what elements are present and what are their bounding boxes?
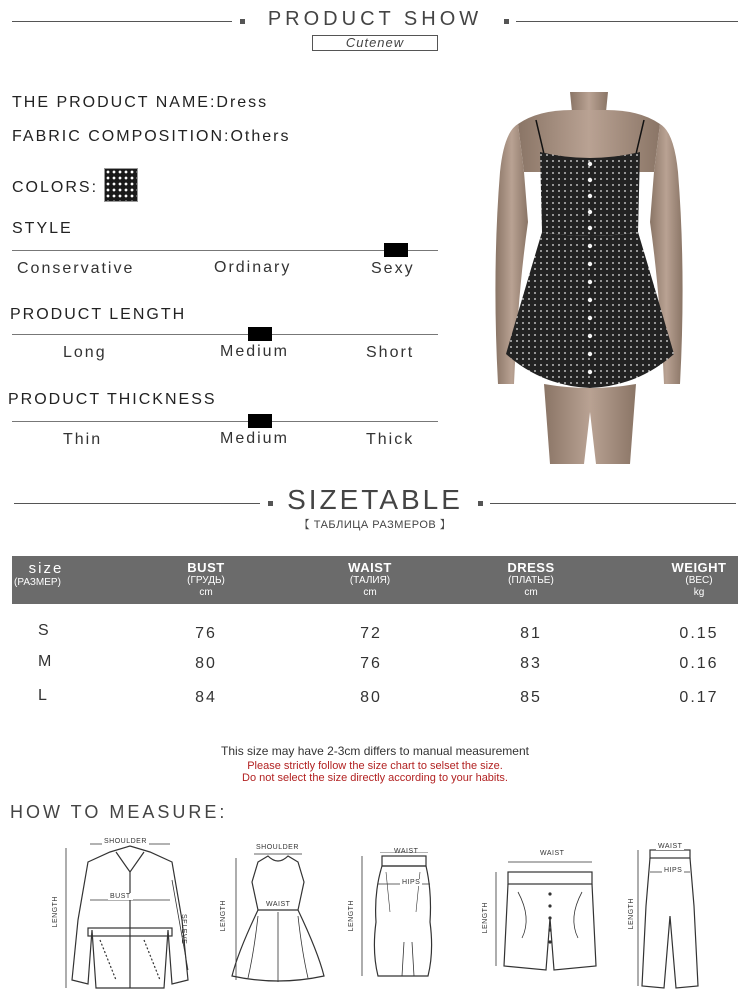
thickness-option-thin: Thin <box>63 431 103 448</box>
table-row-m-waist: 76 <box>360 655 382 672</box>
dress-shoulder-label: SHOULDER <box>256 844 299 851</box>
pants-hips-label: HIPS <box>664 867 683 874</box>
pants-waist-label: WAIST <box>658 843 683 850</box>
header-bust: BUST (ГРУДЬ) cm <box>187 560 225 598</box>
how-to-measure-title: HOW TO MEASURE: <box>10 802 228 822</box>
header-dot-right <box>504 19 509 24</box>
product-photo <box>478 92 700 464</box>
shorts-length-label: LENGTH <box>482 902 489 934</box>
header-divider-right <box>516 21 738 22</box>
dress-skirt <box>506 232 674 388</box>
style-option-sexy: Sexy <box>371 260 415 277</box>
size-warning-1: Please strictly follow the size chart to selset the size. <box>247 760 503 772</box>
table-row-m-bust: 80 <box>195 655 217 672</box>
table-row-l-dress: 85 <box>520 689 542 706</box>
jacket-bust-label: BUST <box>110 893 131 900</box>
table-row-s-size: S <box>38 622 51 639</box>
dress-length-label: LENGTH <box>220 900 227 932</box>
skirt-waist-label: WAIST <box>394 848 419 855</box>
jacket-diagram <box>60 840 200 992</box>
table-row-m-size: M <box>38 653 54 670</box>
skirt-hips-label: HIPS <box>402 879 421 886</box>
product-name: THE PRODUCT NAME:Dress <box>12 94 269 111</box>
style-scale-line <box>12 250 438 251</box>
table-row-m-dress: 83 <box>520 655 542 672</box>
sizetable-divider-right <box>490 503 736 504</box>
length-scale-line <box>12 334 438 335</box>
jacket-shoulder-label: SHOULDER <box>104 838 147 845</box>
table-row-l-waist: 80 <box>360 689 382 706</box>
length-option-long: Long <box>63 344 107 361</box>
table-row-s-weight: 0.15 <box>679 625 719 642</box>
header-waist: WAIST (ТАЛИЯ) cm <box>348 560 392 598</box>
size-warning-2: Do not select the size directly according to your habits. <box>242 772 508 784</box>
style-title: STYLE <box>12 220 73 237</box>
jacket-sleeve-label: SELEVE <box>180 914 187 945</box>
length-title: PRODUCT LENGTH <box>10 306 187 323</box>
length-option-short: Short <box>366 344 415 361</box>
dress-waist-label: WAIST <box>266 901 291 908</box>
header-weight: WEIGHT (ВЕС) kg <box>671 560 727 598</box>
table-row-s-bust: 76 <box>195 625 217 642</box>
thickness-option-medium: Medium <box>220 430 289 447</box>
brand-badge: Cutenew <box>312 35 438 51</box>
mannequin-neck <box>570 92 608 112</box>
table-row-l-weight: 0.17 <box>679 689 719 706</box>
length-option-medium: Medium <box>220 343 289 360</box>
fabric-composition: FABRIC COMPOSITION:Others <box>12 128 291 145</box>
measurement-note: This size may have 2-3cm differs to manual measurement <box>221 744 529 758</box>
sizetable-subtitle: 【 ТАБЛИЦА РАЗМЕРОВ 】 <box>298 519 452 531</box>
shorts-diagram <box>492 858 602 974</box>
mannequin-legs <box>544 384 636 464</box>
thickness-title: PRODUCT THICKNESS <box>8 391 217 408</box>
header-dress: DRESS (ПЛАТЬЕ) cm <box>507 560 555 598</box>
shorts-waist-label: WAIST <box>540 850 565 857</box>
table-row-l-bust: 84 <box>195 689 217 706</box>
thickness-scale-line <box>12 421 438 422</box>
skirt-diagram <box>358 852 448 980</box>
style-marker <box>384 243 408 257</box>
sizetable-title: SIZETABLE <box>287 484 463 515</box>
style-option-conservative: Conservative <box>17 260 135 277</box>
length-marker <box>248 327 272 341</box>
table-row-s-waist: 72 <box>360 625 382 642</box>
dress-diagram <box>228 852 328 984</box>
thickness-option-thick: Thick <box>366 431 415 448</box>
jacket-length-label: LENGTH <box>52 896 59 928</box>
header-size: size (РАЗМЕР) <box>14 560 64 588</box>
page-title: PRODUCT SHOW <box>267 8 483 30</box>
colors-label: COLORS: <box>12 179 99 196</box>
pants-length-label: LENGTH <box>628 898 635 930</box>
sizetable-dot-right <box>478 501 483 506</box>
sizetable-header <box>12 556 738 604</box>
style-option-ordinary: Ordinary <box>214 259 292 276</box>
thickness-marker <box>248 414 272 428</box>
color-swatch-polka-dot[interactable] <box>104 168 138 202</box>
table-row-s-dress: 81 <box>520 625 542 642</box>
skirt-length-label: LENGTH <box>348 900 355 932</box>
table-row-l-size: L <box>38 687 49 704</box>
table-row-m-weight: 0.16 <box>679 655 719 672</box>
